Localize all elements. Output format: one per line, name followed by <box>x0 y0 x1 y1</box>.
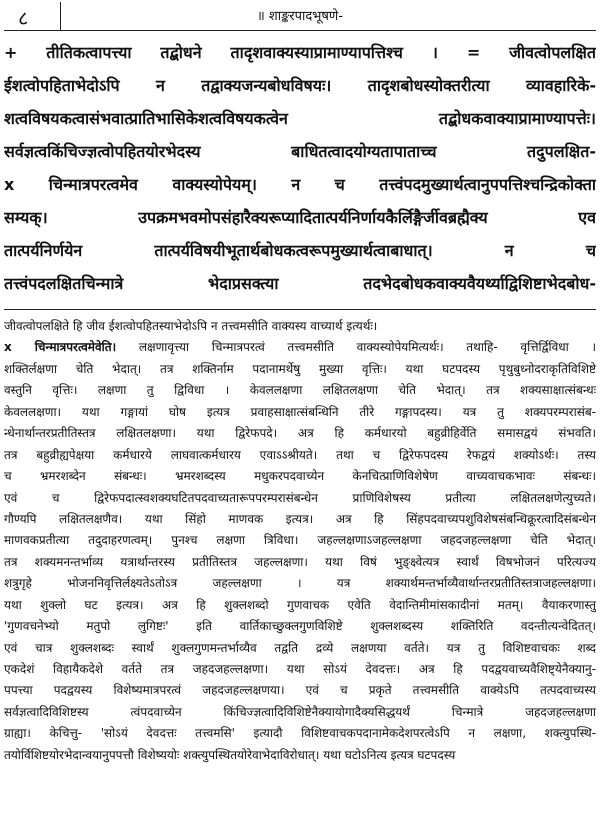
commentary-line: जीवत्वोपलक्षिते हि जीव ईशत्वोपहितस्याभेदोऽपि न तत्त्वमसीति वाक्यस्य वाच्यार्थ इत्यर्थः। <box>4 319 378 333</box>
commentary-lemma: x चिन्मात्रपरत्वमेवेति। <box>4 340 117 355</box>
commentary-line: एकदेशं विहायैकदेशे वर्तते तत्र जहदजहल्लक्षणा। यथा सोऽयं देवदत्तः। अत्र हि पदद्वयवाच्यवैशिष्ट्येनैक्यानु- <box>4 662 596 676</box>
commentary-line: एवं चात्र शुक्लशब्दः स्वार्थं शुक्लगुणमन्तर्भाव्यैव तद्वति द्रव्ये लक्षणया वर्तते। यत्र तु विशिष्टवाचकः शब्द <box>4 640 596 655</box>
commentary-line: एवं च द्विरेफपदात्स्वशक्यघटितपदवाच्यतारूपपरम्परासंबन्धेन प्राणिविशेषस्य प्रतीत्या लक्षितलक्षणेत्युच्यते। <box>4 490 596 505</box>
main-text <box>4 36 596 300</box>
section-divider <box>4 309 596 310</box>
commentary-line: वस्तुनि वृत्तिः। लक्षणा तु द्विविधा । केवललक्षणा लक्षितलक्षणा चेति भेदात्। तत्र शक्यसाक्षात्संबन्धः <box>4 383 596 398</box>
commentary-line: 'गुणवचनेभ्यो मतुपो लुगिष्टः' इति वार्तिकाच्छुक्लगुणविशिष्टे शुक्लशब्दस्य शक्तिरिति वदन्तीत्यन्वेदितत्। <box>4 619 596 634</box>
commentary-line: न्धेनार्थान्तरप्रतीतिस्तत्र लक्षितलक्षणा। यथा द्विरेफपदे। अत्र हि कर्मधारयो बहुव्रीहिर्वेति समासद्वयं संभवति। <box>4 426 596 441</box>
main-text-line: तात्पर्यनिर्णयेन तात्पर्यविषयीभूतार्थबोधकत्वरूपमुख्यार्थत्वाबाधात्। न च <box>4 241 596 260</box>
header-rule <box>4 30 596 31</box>
commentary-line: तत्र शक्यमनन्तर्भाव्य यत्रार्थान्तरस्य प्रतीतिस्तत्र जहल्लक्षणा। यथा विषं भुङ्क्ष्वेत्यत्र स्वार्थं विषभोजनं परित्यज्य <box>4 554 596 569</box>
running-head: ॥ शाङ्करपादभूषणे- <box>256 9 344 24</box>
commentary-line: च भ्रमरशब्देन संबन्धः। भ्रमरशब्दस्य मधुकरपदवाच्येन केनचित्प्राणिविशेषेण वाच्यवाचकभावः संबन्धः। <box>4 469 596 484</box>
commentary-line: केवललक्षणा। यथा गङ्गायां घोष इत्यत्र प्रवाहसाक्षात्संबन्धिनि तीरे गङ्गापदस्य। यत्र तु शक्यपरम्परासंब- <box>4 404 596 419</box>
commentary-line: पपत्त्या पदद्वयस्य विशेष्यमात्रपरत्वं जहदजहल्लक्षणया। एवं च प्रकृते तत्त्वमसीति वाक्येऽपि तत्पदवाच्यस्य <box>4 683 596 698</box>
commentary-text: लक्षणावृत्त्या चिन्मात्रपरत्वं तत्त्वमसीति वाक्यस्योपेयमित्यर्थः। तथाहि- वृत्तिर्द्विविधा । <box>116 340 596 355</box>
main-text-line: + तीतिकत्वापत्त्या तद्बोधने तादृशवाक्यस्याप्रामाण्यापत्तिश्च । = जीवत्वोपलक्षित <box>4 43 596 62</box>
commentary-line <box>4 337 596 358</box>
commentary-line: शक्तिर्लक्षणा चेति भेदात्। तत्र शक्तिर्नाम पदानामर्थेषु मुख्या वृत्तिः। यथा घटपदस्य पृथुबुध्नोदराकृतिविशिष्टे <box>4 361 596 376</box>
commentary-line: तयोर्विशिष्टयोरभेदान्वयानुपपत्तौ विशेष्ययोः शक्त्युपस्थितयोरेवाभेदाविरोधात्। यथा घटोऽनित्य इत्यत्र घटपदस्य <box>4 747 456 762</box>
main-text-line: ईशत्वोपहिताभेदोऽपि न तद्वाक्यजन्यबोधविषयः। तादृशबोधस्योक्तरीत्या व्यावहारिके- <box>4 76 596 95</box>
commentary-line: तत्र बहुव्रीह्यपेक्षया कर्मधारये लाघवात्कर्मधारय एवाऽऽश्रीयते। तथा च द्विरेफपदस्य रेफद्वयं शक्योऽर्थः। तस्य <box>4 447 596 462</box>
commentary-line: ग्राह्या। केचित्तु- 'सोऽयं देवदत्तः तत्त्वमसि' इत्यादौ विशिष्टवाचकपदानामेकदेशपरत्वेऽपि न लक्षणा, शक्त्युपस्थि- <box>4 726 596 741</box>
commentary-line: यथा शुक्लो घट इत्यत्र। अत्र हि शुक्लशब्दो गुणवाचक एवेति वेदान्तिमीमांसकादीनां मतम्। वैयाकरणास्तु <box>4 597 596 612</box>
main-text-line: शत्वविषयकत्वासंभवात्प्रातिभासिकेशत्वविषयकत्वेन तद्बोधकवाक्याप्रामाण्यापत्तेः। <box>4 109 596 128</box>
page-number: ८ <box>18 6 29 30</box>
main-text-line: सम्यक्। उपक्रमभवमोपसंहारैक्यरूप्यादितात्पर्यनिर्णायकैर्लिङ्गैर्जीवब्रह्मैक्य एव <box>4 208 596 227</box>
commentary-line: गौण्यपि लक्षितलक्षणैव। यथा सिंहो माणवक इत्यत्र। अत्र हि सिंहपदवाच्यपशुविशेषसंबन्धिक्रूरत्वादिसंबन्धेन <box>4 511 596 526</box>
commentary <box>4 316 596 766</box>
commentary-line: सर्वज्ञत्वादिविशिष्टस्य त्वंपदवाच्येन किंचिज्ज्ञत्वादिविशिष्टेनैक्यायोगादैक्यसिद्धयर्थं चिन्मात्रे जहदजहल्लक्षणा <box>4 704 596 719</box>
main-text-line: सर्वज्ञत्वकिंचिज्ज्ञत्वोपहितयोरभेदस्य बाधितत्वादयोग्यतापाताच्च तदुपलक्षित- <box>4 142 596 161</box>
main-text-line: x चिन्मात्रपरत्वमेव वाक्यस्योपेयम्। न च तत्त्वंपदमुख्यार्थत्वानुपपत्तिश्चन्द्रिकोक्ता <box>4 175 596 194</box>
commentary-line: माणवकप्रतीत्या तदुदाहरणत्वम्। पुनश्च लक्षणा त्रिविधा। जहल्लक्षणाऽजहल्लक्षणा जहदजहल्लक्षणा चेति भेदात्। <box>4 533 596 548</box>
page-header <box>0 0 600 36</box>
main-text-line: तत्त्वंपदलक्षितचिन्मात्रे भेदाप्रसक्त्या तदभेदबोधकवाक्यवैयर्थ्याद्विशिष्टाभेदबोध- <box>4 274 596 293</box>
commentary-line: शत्रुगृहे भोजननिवृत्तिर्लक्ष्यतेऽतोऽत्र जहल्लक्षणा । यत्र शक्यार्थमन्तर्भाव्यैवार्थान्तरप्रतीतिस्तत्राजहल्लक्षणा। <box>4 576 596 591</box>
